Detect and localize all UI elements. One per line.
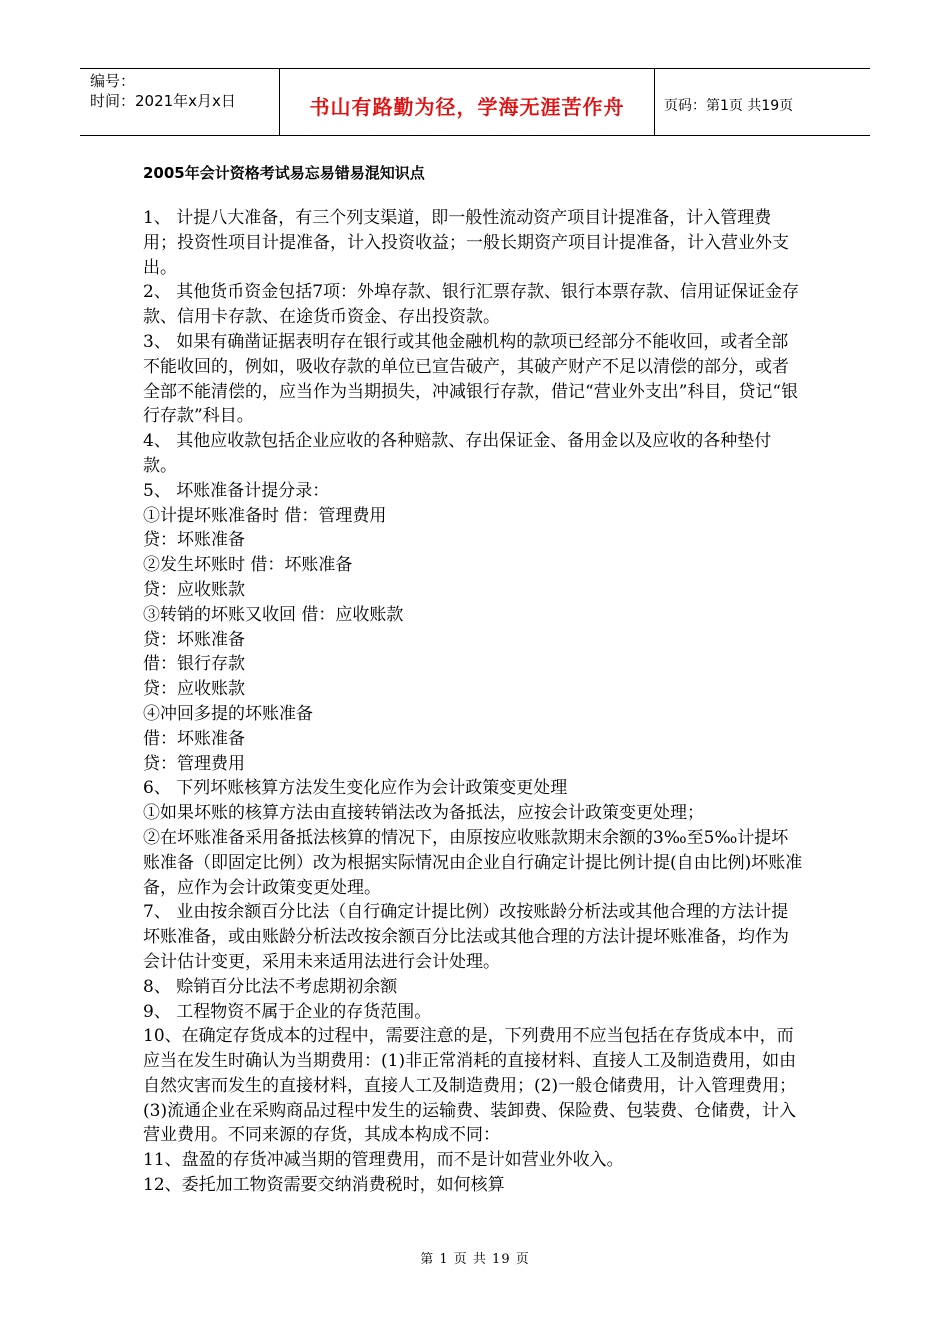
page-footer: 第 1 页 共 19 页 [420,1252,530,1267]
paragraph: ②在坏账准备采用备抵法核算的情况下，由原按应收账款期末余额的3‰至5‰计提坏账准备（即固定比例）改为根据实际情况由企业自行确定计提比例计提(自由比例)坏账准备，应作为会计政策变更处理。 [143,827,803,898]
header-code-label: 编号： [90,72,136,90]
paragraph: ③转销的坏账又收回 借：应收账款 [143,604,404,625]
paragraph: 8、 赊销百分比法不考虑期初余额 [143,976,398,997]
header-page-label: 页码：第1页 共19页 [664,98,794,114]
paragraph: 3、 如果有确凿证据表明存在银行或其他金融机构的款项已经部分不能收回，或者全部不能收回的，例如，吸收存款的单位已宣告破产，其破产财产不足以清偿的部分，或者全部不能清偿的，应当作为当期损失，冲减银行存款，借记“营业外支出”科目，贷记“银行存款”科目。 [143,331,799,427]
header-time-label: 时间：2021年x月x日 [90,92,236,110]
header-motto: 书山有路勤为径，学海无涯苦作舟 [309,95,625,119]
header-meta [90,71,236,111]
page-header [80,68,870,136]
paragraph: 11、盘盈的存货冲减当期的管理费用，而不是计如营业外收入。 [143,1150,624,1171]
paragraph: 4、 其他应收款包括企业应收的各种赔款、存出保证金、备用金以及应收的各种垫付款。 [143,431,772,476]
paragraph: 2、 其他货币资金包括7项：外埠存款、银行汇票存款、银行本票存款、信用证保证金存款、信用卡存款、在途货币资金、存出投资款。 [143,282,800,328]
paragraph: 借：银行存款 [143,654,245,675]
paragraph: 9、 工程物资不属于企业的存货范围。 [143,1001,432,1022]
paragraph: 借：坏账准备 [143,728,245,749]
paragraph: 1、 计提八大准备，有三个列支渠道，即一般性流动资产项目计提准备，计入管理费用；投资性项目计提准备，计入投资收益；一般长期资产项目计提准备，计入营业外支出。 [143,208,789,278]
paragraph: 12、委托加工物资需要交纳消费税时，如何核算 [143,1175,505,1196]
header-divider [654,69,655,135]
paragraph: ①计提坏账准备时 借：管理费用 [143,505,387,526]
paragraph: 贷：坏账准备 [143,629,245,650]
paragraph: 10、在确定存货成本的过程中，需要注意的是，下列费用不应当包括在存货成本中，而应当在发生时确认为当期费用：(1)非正常消耗的直接材料、直接人工及制造费用，如由自然灾害而发生的直接材料，直接人工及制造费用；(2)一般仓储费用，计入管理费用；(3)流通企业在采购商品过程中发生的运输费、装卸费、保险费、包装费、仓储费，计入营业费用。不同来源的存货，其成本构成不同： [143,1026,797,1146]
paragraph: 7、 业由按余额百分比法（自行确定计提比例）改按账龄分析法或其他合理的方法计提坏账准备，或由账龄分析法改按余额百分比法或其他合理的方法计提坏账准备，均作为会计估计变更，采用未来适用法进行会计处理。 [143,902,789,972]
paragraph: 6、 下列坏账核算方法发生变化应作为会计政策变更处理 [143,778,568,799]
paragraph: 贷：管理费用 [143,753,245,774]
paragraph: ②发生坏账时 借：坏账准备 [143,555,353,576]
document-title: 2005年会计资格考试易忘易错易混知识点 [143,164,425,182]
paragraph: 贷：应收账款 [143,579,245,600]
paragraph: 贷：应收账款 [143,679,245,700]
paragraph: 贷：坏账准备 [143,530,245,551]
paragraph: ④冲回多提的坏账准备 [143,703,313,724]
paragraph: ①如果坏账的核算方法由直接转销法改为备抵法，应按会计政策变更处理； [143,803,704,824]
document-body [143,206,803,1198]
paragraph: 5、 坏账准备计提分录： [143,480,330,501]
